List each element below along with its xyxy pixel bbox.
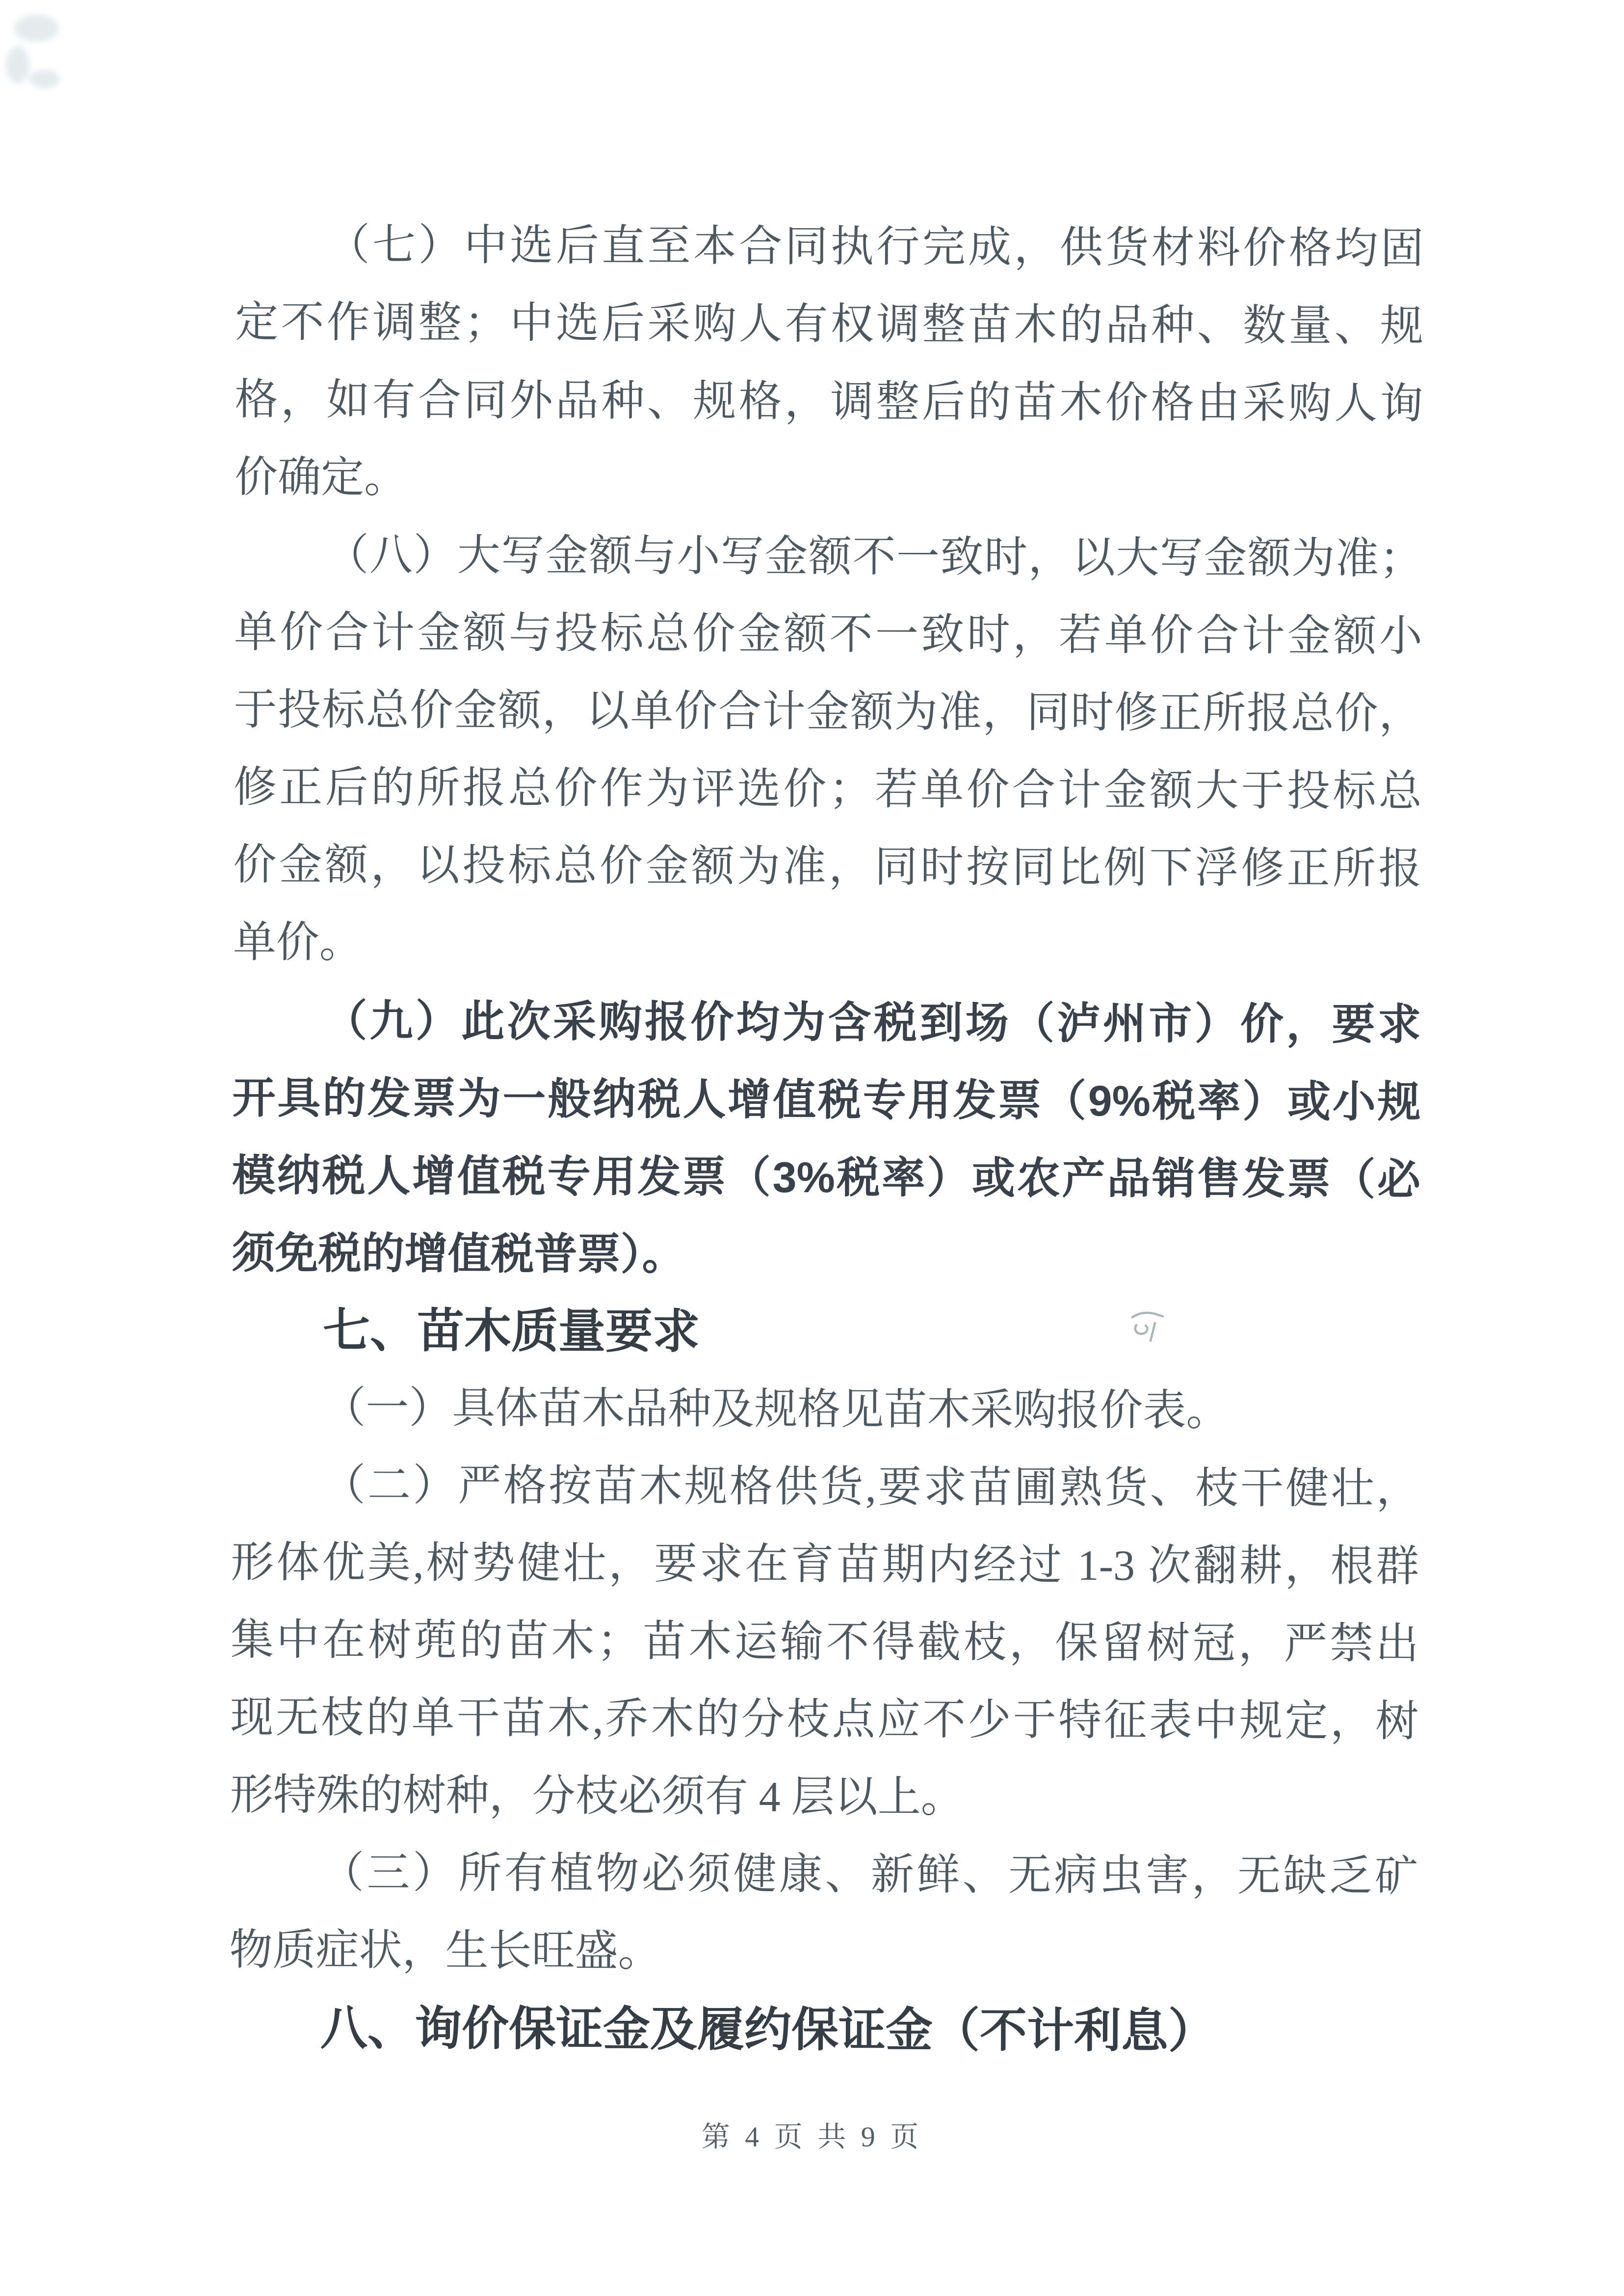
text-line: （三）所有植物必须健康、新鲜、无病虫害，无缺乏矿 xyxy=(320,1849,1418,1901)
section-heading-text: 七、苗木质量要求 xyxy=(322,1304,700,1358)
text-line: 形体优美,树势健壮，要求在育苗期内经过 1-3 次翻耕，根群 xyxy=(231,1539,1419,1591)
text-line: 开具的发票为一般纳税人增值税专用发票（9%税率）或小规 xyxy=(232,1073,1421,1126)
quality-clause-2-paragraph xyxy=(230,1447,1419,1838)
text-line: 单价。 xyxy=(233,918,363,967)
clause-8-paragraph xyxy=(233,517,1422,986)
text-line: 价确定。 xyxy=(234,453,408,502)
text-line: 形特殊的树种，分枝必须有 4 层以上。 xyxy=(230,1771,964,1822)
text-line: 须免税的增值税普票）。 xyxy=(232,1228,685,1279)
text-line: （二）严格按苗木规格供货,要求苗圃熟货、枝干健壮， xyxy=(322,1461,1420,1513)
text-line: 定不作调整；中选后采购人有权调整苗木的品种、数量、规 xyxy=(235,298,1424,351)
text-line: （一）具体苗木品种及规格见苗木采购报价表。 xyxy=(322,1384,1230,1435)
text-line: 格，如有合同外品种、规格，调整后的苗木价格由采购人询 xyxy=(235,376,1423,428)
section-8-heading xyxy=(229,1989,1418,2071)
clause-9-paragraph xyxy=(232,982,1421,1296)
quality-clause-3-paragraph xyxy=(229,1834,1418,1993)
section-heading-text: 八、询价保证金及履约保证金（不计利息） xyxy=(320,2002,1216,2058)
scan-noise-blob xyxy=(29,70,60,88)
text-line: （七）中选后直至本合同执行完成，供货材料价格均固 xyxy=(326,221,1424,273)
scan-smudge-mark xyxy=(1128,1307,1170,1346)
section-7-heading xyxy=(232,1292,1420,1373)
clause-7-paragraph xyxy=(235,207,1424,521)
text-line: 价金额，以投标总价金额为准，同时按同比例下浮修正所报 xyxy=(233,841,1422,893)
text-line: 集中在树蔸的苗木；苗木运输不得截枝，保留树冠，严禁出 xyxy=(230,1616,1419,1669)
page-footer: 第 4 页 共 9 页 xyxy=(701,2121,923,2153)
text-line: 于投标总价金额，以单价合计金额为准，同时修正所报总价， xyxy=(234,686,1422,738)
text-line: （八）大写金额与小写金额不一致时，以大写金额为准； xyxy=(325,531,1423,583)
scan-noise-blob xyxy=(6,46,29,83)
page-content xyxy=(229,207,1424,2071)
text-line: 模纳税人增值税专用发票（3%税率）或农产品销售发票（必 xyxy=(232,1150,1421,1204)
text-line: 修正后的所报总价作为评选价；若单价合计金额大于投标总 xyxy=(233,763,1422,816)
text-line: （九）此次采购报价均为含税到场（泸州市）价，要求 xyxy=(324,996,1421,1049)
quality-clause-1-paragraph xyxy=(231,1369,1420,1451)
text-line: 单价合计金额与投标总价金额不一致时，若单价合计金额小 xyxy=(234,608,1423,661)
text-line: 现无枝的单干苗木,乔木的分枝点应不少于特征表中规定，树 xyxy=(230,1694,1419,1746)
scan-noise-blob xyxy=(14,15,59,42)
text-line: 物质症状，生长旺盛。 xyxy=(229,1926,661,1976)
